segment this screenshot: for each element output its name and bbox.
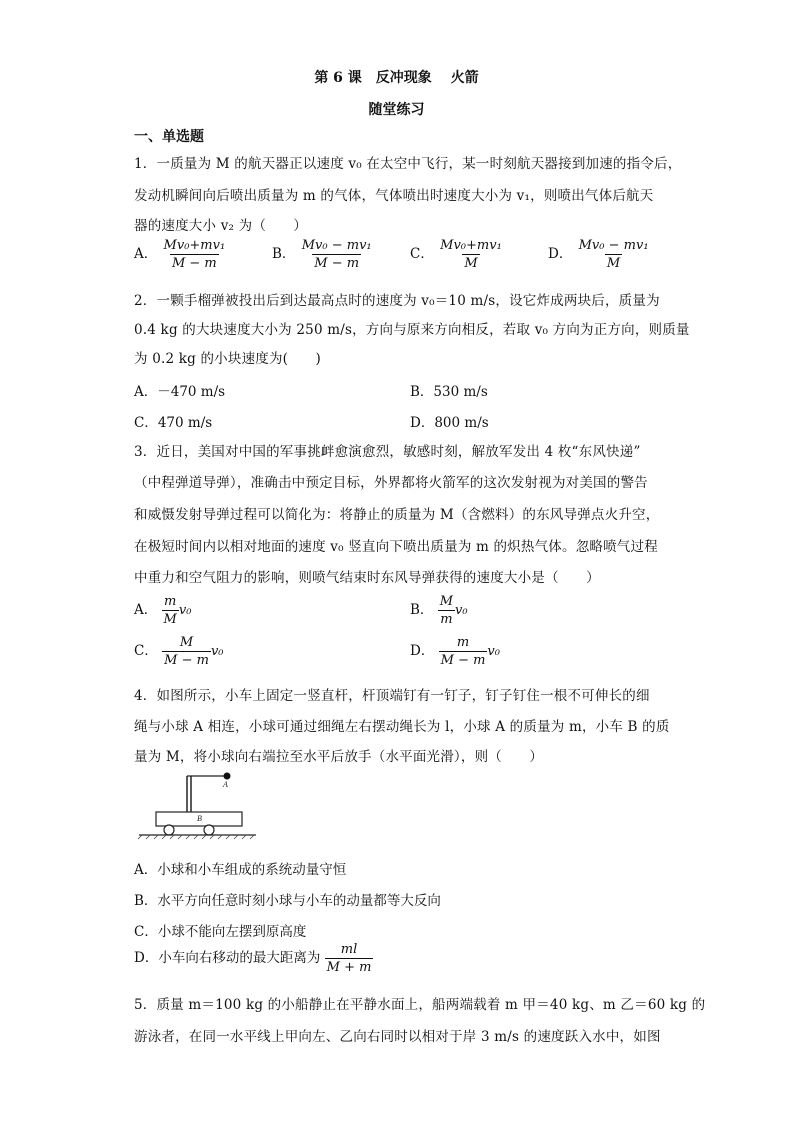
question-2-line: 2．一颗手榴弹被投出后到达最高点时的速度为 v₀＝10 m/s，设它炸成两块后，质量为 xyxy=(134,293,660,309)
numerator: Mv₀+mv₁ xyxy=(163,238,226,253)
question-5-line: 5．质量 m＝100 kg 的小船静止在平静水面上，船两端载着 m 甲＝40 kg、m 乙＝60 kg 的 xyxy=(134,997,706,1013)
question-1-option-c[interactable] xyxy=(410,238,504,271)
option-velocity: v₀ xyxy=(487,644,500,659)
option-label: B． xyxy=(410,384,434,400)
question-2-option-b[interactable] xyxy=(410,380,488,400)
option-velocity: v₀ xyxy=(178,603,192,618)
question-2-line: 为 0.2 kg 的小块速度为( ) xyxy=(134,351,321,367)
question-1-line: 1．一质量为 M 的航天器正以速度 v₀ 在太空中飞行，某一时刻航天器接到加速的指令后， xyxy=(134,156,682,172)
option-text: 小车向右移动的最大距离为 xyxy=(158,950,321,966)
option-fraction xyxy=(577,238,651,271)
option-label: C． xyxy=(410,246,434,262)
question-1-option-a[interactable] xyxy=(134,238,227,271)
option-label: C． xyxy=(134,643,158,659)
option-text: 800 m/s xyxy=(434,415,489,431)
question-4-option-c[interactable] xyxy=(134,920,306,940)
numerator: M xyxy=(439,594,454,609)
numerator: m xyxy=(456,635,470,650)
question-1-option-d[interactable] xyxy=(548,238,651,271)
wheel xyxy=(164,825,174,835)
option-label: A． xyxy=(134,862,158,878)
denominator: M xyxy=(163,612,177,627)
cart-pendulum-figure xyxy=(134,768,264,840)
numerator: M xyxy=(179,635,194,650)
question-4-line: 绳与小球 A 相连，小球可通过细绳左右摆动绳长为 l，小球 A 的质量为 m，小车 B 的质 xyxy=(134,719,670,735)
denominator: M − m xyxy=(171,256,217,271)
question-4-line: 4．如图所示，小车上固定一竖直杆，杆顶端钉有一钉子，钉子钉住一根不可伸长的细 xyxy=(134,688,650,704)
option-fraction xyxy=(162,238,228,271)
option-label: B． xyxy=(134,893,158,909)
question-3-line: 3．近日，美国对中国的军事挑衅愈演愈烈，敏感时刻，解放军发出 4 枚“东风快递” xyxy=(134,444,641,460)
option-text: 470 m/s xyxy=(157,415,213,431)
question-3-option-d[interactable] xyxy=(410,635,500,668)
lesson-title: 第 6 课 反冲现象 火箭 xyxy=(314,70,479,86)
question-2-line: 0.4 kg 的大块速度大小为 250 m/s，方向与原来方向相反，若取 v₀ 方向为正方向，则质量 xyxy=(134,322,690,338)
question-3-option-c[interactable] xyxy=(134,635,224,668)
question-2-option-a[interactable] xyxy=(134,380,225,400)
question-3-line: 中重力和空气阻力的影响，则喷气结束时东风导弹获得的速度大小是（ ） xyxy=(134,570,600,586)
question-2-option-c[interactable] xyxy=(134,411,212,431)
question-3-line: 在极短时间内以相对地面的速度 v₀ 竖直向下喷出质量为 m 的炽热气体。忽略喷气过程 xyxy=(134,539,658,555)
option-label: B． xyxy=(410,602,434,618)
question-2-option-d[interactable] xyxy=(410,411,489,431)
option-label: D． xyxy=(410,415,435,431)
numerator: m xyxy=(164,594,177,609)
denominator: M − m xyxy=(440,653,486,668)
option-fraction xyxy=(438,238,504,271)
question-3-option-a[interactable] xyxy=(134,594,191,627)
option-text: 小球和小车组成的系统动量守恒 xyxy=(157,862,347,878)
question-4-line: 量为 M，将小球向右端拉至水平后放手（水平面光滑），则（ ） xyxy=(134,749,544,765)
option-label: D． xyxy=(410,643,435,659)
option-fraction xyxy=(162,594,179,627)
question-5-line: 游泳者，在同一水平线上甲向左、乙向右同时以相对于岸 3 m/s 的速度跃入水中，如图 xyxy=(134,1029,661,1045)
option-text: 530 m/s xyxy=(433,384,488,400)
question-3-line: （中程弹道导弹），准确击中预定目标，外界都将火箭军的这次发射视为对美国的警告 xyxy=(134,475,648,491)
denominator: M − m xyxy=(314,256,360,271)
denominator: M − m xyxy=(164,653,209,668)
option-velocity: v₀ xyxy=(455,603,468,618)
lesson-subtitle: 随堂练习 xyxy=(368,102,425,118)
numerator: ml xyxy=(340,942,358,957)
question-1-line: 发动机瞬间向后喷出质量为 m 的气体，气体喷出时速度大小为 v₁，则喷出气体后航天 xyxy=(134,188,654,204)
option-text: 小球不能向左摆到原高度 xyxy=(157,924,307,940)
option-fraction xyxy=(325,942,374,975)
option-fraction xyxy=(162,635,211,668)
option-text: 水平方向任意时刻小球与小车的动量都等大反向 xyxy=(157,893,441,909)
option-fraction xyxy=(438,594,455,627)
option-label: A． xyxy=(134,384,158,400)
question-3-line: 和威慑发射导弹过程可以简化为：将静止的质量为 M（含燃料）的东风导弹点火升空， xyxy=(134,507,660,523)
option-label: A． xyxy=(134,246,158,262)
option-label: A． xyxy=(134,602,158,618)
option-label: D． xyxy=(548,246,573,262)
option-fraction xyxy=(439,635,488,668)
option-label: D． xyxy=(134,950,159,966)
denominator: M xyxy=(606,256,621,271)
question-3-option-b[interactable] xyxy=(410,594,468,627)
wheel xyxy=(204,825,214,835)
numerator: Mv₀ − mv₁ xyxy=(578,238,649,253)
question-1-option-b[interactable] xyxy=(272,238,374,271)
ball-label: A xyxy=(223,780,228,789)
option-text: －470 m/s xyxy=(157,384,226,400)
ball-a xyxy=(224,773,231,780)
denominator: m xyxy=(440,612,453,627)
question-4-option-d[interactable] xyxy=(134,942,373,975)
cart-label: B xyxy=(197,814,202,823)
denominator: M + m xyxy=(326,960,372,975)
option-fraction xyxy=(300,238,374,271)
section-heading: 一、单选题 xyxy=(134,129,204,145)
denominator: M xyxy=(464,256,478,271)
question-1-line: 器的速度大小 v₂ 为（ ） xyxy=(134,218,308,234)
numerator: Mv₀ − mv₁ xyxy=(301,238,372,253)
numerator: Mv₀+mv₁ xyxy=(440,238,502,253)
question-4-option-b[interactable] xyxy=(134,889,441,909)
question-4-option-a[interactable] xyxy=(134,858,346,878)
option-label: C． xyxy=(134,924,158,940)
option-label: B． xyxy=(272,246,296,262)
option-label: C． xyxy=(134,415,158,431)
option-velocity: v₀ xyxy=(210,644,224,659)
